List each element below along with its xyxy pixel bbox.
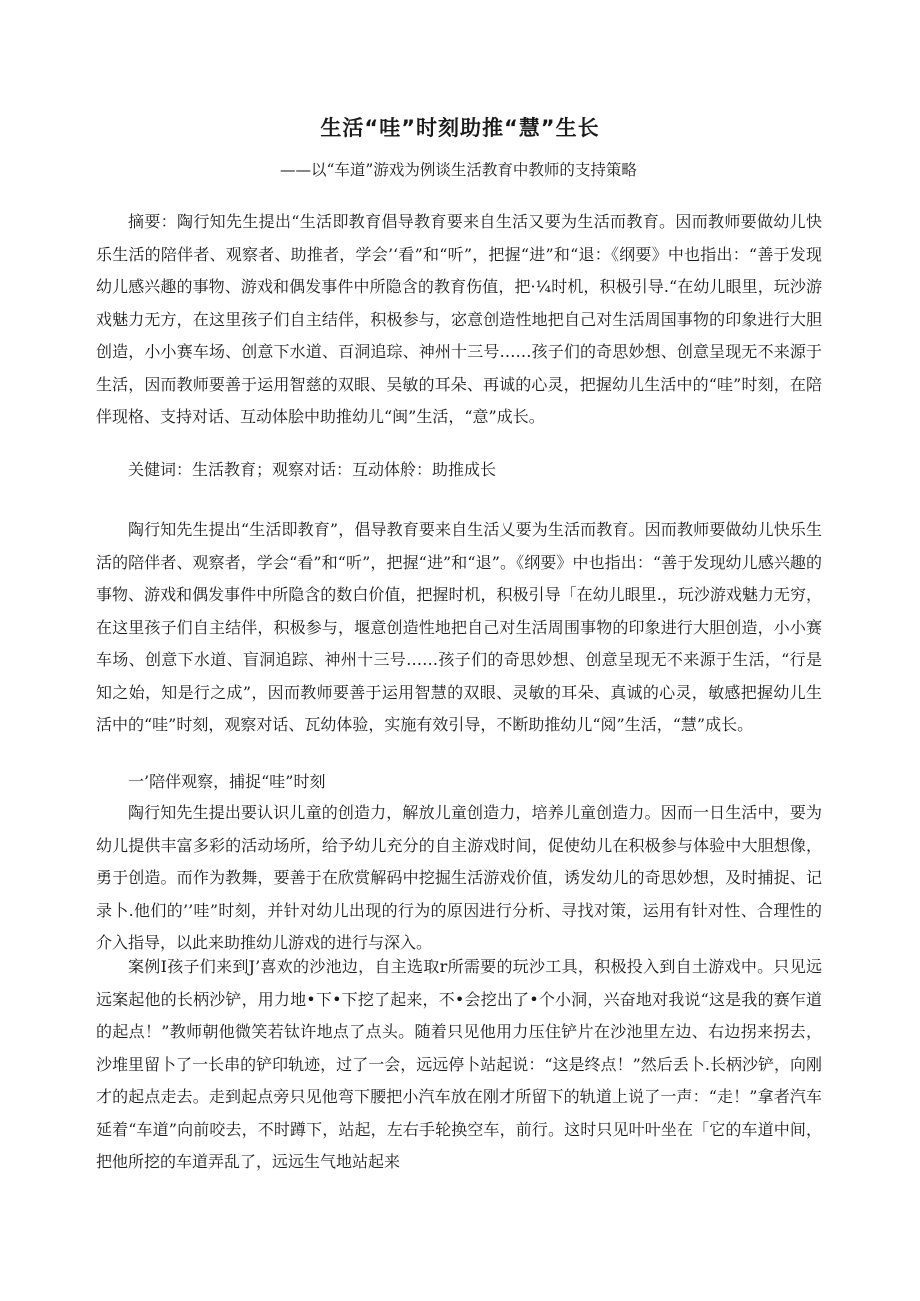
body-paragraph-case-1: 案例Ⅰ孩子们来到J’喜欢的沙池边，自主选取r所需要的玩沙工具，积极投入到自土游戏中。只见远远案起他的长柄沙铲，用力地•下•下挖了起来，不•会挖出了•个小洞，兴奋地对我说“这是我的赛乍道的起点！”教师朝他微笑若钛许地点了点头。随着只见他用力压住铲片在沙池里左边、右边拐来拐去，沙堆里留卜了一长串的铲印轨迹，过了一会，远远停卜站起说：“这是终点！”然后丢卜.长柄沙铲，向刚才的起点走去。走到起点旁只见他弯下腰把小汽车放在刚才所留下的轨道上说了一声：“走！”拿者汽车延着“车道”向前咬去，不时蹲下，站起，左右手轮换空车，前行。这时只见叶叶坐在「它的车道中间，把他所挖的车道弄乱了，远远生气地站起来 — [96, 957, 822, 1171]
body-paragraph-intro: 陶行知先生提出“生活即教育”，倡导教育要来自生活乂要为生活而教育。因而教师要做幼儿快乐生活的陪伴者、观察者，学会“看”和“听”，把握“进”和“退”。《纲要》中也指出：“善于发现幼儿感兴趣的事物、游戏和偶发事件中所隐含的数白价值，把握时机，积极引导「在幼儿眼里.，玩沙游戏魅力无穷，在这里孩子们自主结伴，积极参与，堰意创造性地把自己对生活周围事物的印象进行大胆创造，小小赛车场、创意下水道、盲洞追踪、神州十三号……孩子们的奇思妙想、创意呈现无不来源于生活，“行是知之始，知是行之成”，因而教师要善于运用智慧的双眼、灵敏的耳朵、真诚的心灵，敏感把握幼儿生活中的“哇”时刻，观察对话、瓦幼体验，实施有效引导，不断助推幼儿“阅”生活，“慧”成长。 — [96, 520, 822, 734]
document-title: 生活“哇”时刻助推“慧”生长 — [320, 116, 600, 140]
keywords-label: 关健词： — [128, 460, 193, 479]
keywords-text: 生活教育；观察对话：互动体舲：助推成长 — [192, 460, 497, 479]
abstract-label: 摘要： — [128, 212, 177, 231]
keywords-paragraph — [96, 454, 822, 487]
body-paragraph-section-1: 陶行知先生提出要认识儿童的创造力，解放儿童创造力，培养儿童创造力。因而一日生活中，要为幼儿提供丰富多彩的活动场所，给予幼儿充分的自主游戏时间，促使幼儿在积极参与体验中大胆想像，勇于创造。而作为教舞，要善于在欣赏解码中挖掘生活游戏价值，诱发幼儿的奇思妙想，及时捕捉、记录卜.他们的’’哇”时刻，并针对幼儿出现的行为的原因进行分析、寻找对策，运用有针对性、合理性的介入指导，以此来助推幼儿游戏的进行与深入。 — [96, 803, 822, 952]
document-subtitle: ——以“车道”游戏为例谈生活教育中教师的支持策略 — [280, 161, 637, 179]
section-heading-1: 一’陪伴观察，捕捉“哇”时刻 — [128, 772, 326, 791]
abstract-text: 陶行知先生提出“生活即教育倡导教育要来自生活又要为生活而教育。因而教师要做幼儿快乐生活的陪伴者、观察者、助推者，学会’‘看”和“听”，把握“进”和“退：《纲要》中也指出：“善于发现幼儿感兴趣的事物、游戏和偶发事件中所隐含的教育伤值，把·¼时机，积极引导.“在幼儿眼里，玩沙游戏魅力无方，在这里孩子们自主结伴，积极参与，宓意创造性地把自己对生活周国事物的印象进行大胆创造，小小赛车场、创意下水道、百洞追琮、神州十三号……孩子们的奇思妙想、创意呈现无不来源于生活，因而教师要善于运用智慈的双眼、吴敏的耳朵、再诚的心灵，把握幼儿生活中的“哇”时刻，在陪伴现格、支持对话、互动体脍中助推幼儿“闽”生活，“意”成长。 — [96, 212, 822, 426]
abstract-paragraph — [96, 206, 822, 434]
